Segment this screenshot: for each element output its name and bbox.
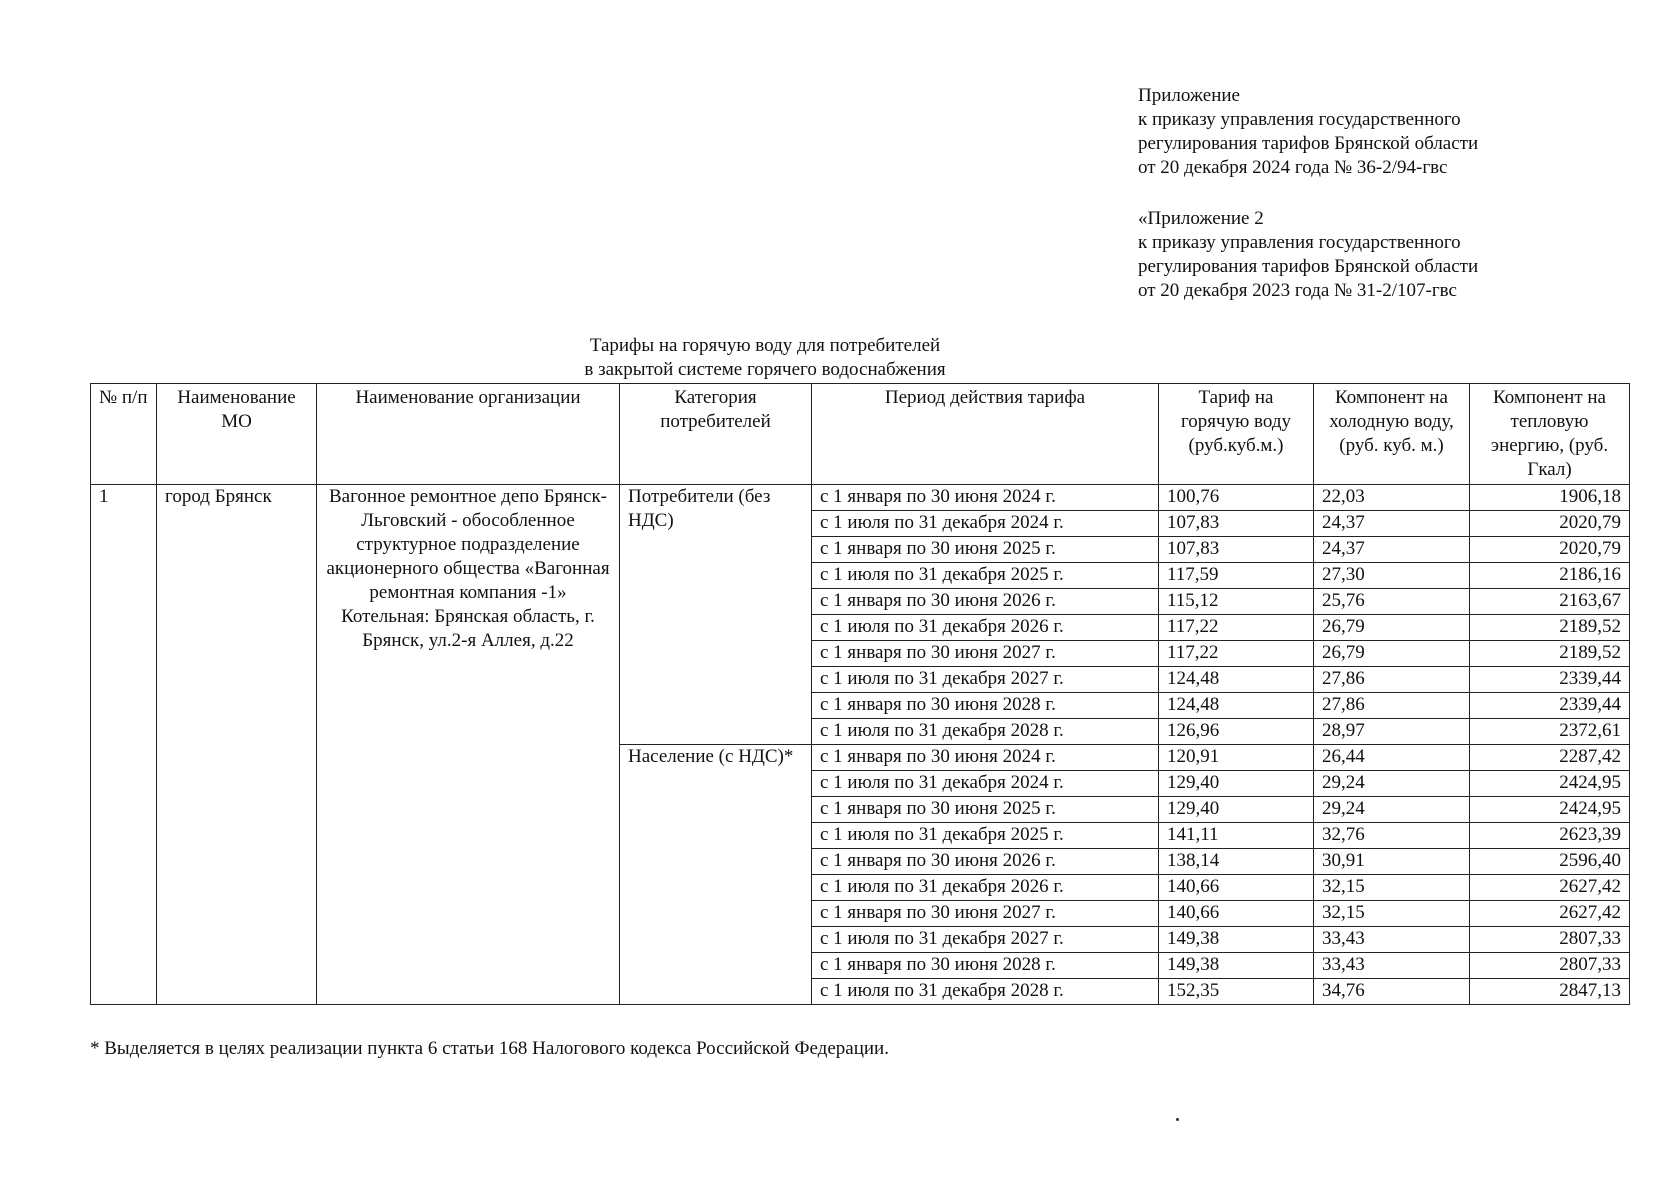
cold-component-cell: 30,91 bbox=[1314, 849, 1470, 875]
tariff-cell: 126,96 bbox=[1159, 719, 1314, 745]
cold-component-cell: 29,24 bbox=[1314, 771, 1470, 797]
cold-component-cell: 32,15 bbox=[1314, 901, 1470, 927]
heat-component-cell: 1906,18 bbox=[1470, 485, 1630, 511]
heat-component-cell: 2627,42 bbox=[1470, 901, 1630, 927]
cold-component-cell: 27,86 bbox=[1314, 667, 1470, 693]
cold-component-cell: 33,43 bbox=[1314, 953, 1470, 979]
header-category: Категория потребителей bbox=[620, 384, 812, 485]
heat-component-cell: 2623,39 bbox=[1470, 823, 1630, 849]
tariff-cell: 141,11 bbox=[1159, 823, 1314, 849]
annex-line: Приложение bbox=[1138, 85, 1240, 106]
heat-component-cell: 2424,95 bbox=[1470, 771, 1630, 797]
tariff-cell: 149,38 bbox=[1159, 953, 1314, 979]
footnote: * Выделяется в целях реализации пункта 6 статьи 168 Налогового кодекса Российской Федерации. bbox=[90, 1038, 889, 1059]
period-cell: с 1 июля по 31 декабря 2027 г. bbox=[812, 667, 1159, 693]
period-cell: с 1 июля по 31 декабря 2028 г. bbox=[812, 979, 1159, 1005]
row-number-cell: 1 bbox=[91, 485, 157, 1005]
cold-component-cell: 24,37 bbox=[1314, 537, 1470, 563]
tariff-cell: 120,91 bbox=[1159, 745, 1314, 771]
cold-component-cell: 27,86 bbox=[1314, 693, 1470, 719]
tariff-cell: 100,76 bbox=[1159, 485, 1314, 511]
category-cell: Население (с НДС)* bbox=[620, 745, 812, 1005]
annex-header-amended-order bbox=[1138, 207, 1478, 303]
heat-component-cell: 2339,44 bbox=[1470, 693, 1630, 719]
heat-component-cell: 2372,61 bbox=[1470, 719, 1630, 745]
period-cell: с 1 января по 30 июня 2025 г. bbox=[812, 537, 1159, 563]
period-cell: с 1 января по 30 июня 2025 г. bbox=[812, 797, 1159, 823]
table-body bbox=[91, 485, 1630, 1005]
cold-component-cell: 29,24 bbox=[1314, 797, 1470, 823]
annex-line: от 20 декабря 2024 года № 36-2/94-гвс bbox=[1138, 157, 1448, 178]
cold-component-cell: 32,15 bbox=[1314, 875, 1470, 901]
period-cell: с 1 января по 30 июня 2028 г. bbox=[812, 953, 1159, 979]
cold-component-cell: 28,97 bbox=[1314, 719, 1470, 745]
heat-component-cell: 2020,79 bbox=[1470, 511, 1630, 537]
municipality-cell: город Брянск bbox=[157, 485, 317, 1005]
period-cell: с 1 января по 30 июня 2027 г. bbox=[812, 901, 1159, 927]
tariff-cell: 117,22 bbox=[1159, 615, 1314, 641]
tariff-cell: 107,83 bbox=[1159, 511, 1314, 537]
period-cell: с 1 июля по 31 декабря 2024 г. bbox=[812, 771, 1159, 797]
document-title bbox=[0, 334, 1530, 382]
annex-line: «Приложение 2 bbox=[1138, 208, 1264, 229]
tariff-cell: 107,83 bbox=[1159, 537, 1314, 563]
heat-component-cell: 2596,40 bbox=[1470, 849, 1630, 875]
header-heat-component: Компонент на тепловую энергию, (руб. Гкал) bbox=[1470, 384, 1630, 485]
tariff-cell: 152,35 bbox=[1159, 979, 1314, 1005]
annex-line: регулирования тарифов Брянской области bbox=[1138, 256, 1479, 277]
period-cell: с 1 июля по 31 декабря 2025 г. bbox=[812, 563, 1159, 589]
tariff-cell: 140,66 bbox=[1159, 875, 1314, 901]
heat-component-cell: 2424,95 bbox=[1470, 797, 1630, 823]
period-cell: с 1 января по 30 июня 2024 г. bbox=[812, 745, 1159, 771]
tariff-cell: 149,38 bbox=[1159, 927, 1314, 953]
period-cell: с 1 января по 30 июня 2028 г. bbox=[812, 693, 1159, 719]
heat-component-cell: 2847,13 bbox=[1470, 979, 1630, 1005]
annex-line: к приказу управления государственного bbox=[1138, 109, 1461, 130]
tariff-table bbox=[90, 383, 1630, 1005]
tariff-cell: 138,14 bbox=[1159, 849, 1314, 875]
header-org: Наименование организации bbox=[317, 384, 620, 485]
heat-component-cell: 2627,42 bbox=[1470, 875, 1630, 901]
tariff-cell: 140,66 bbox=[1159, 901, 1314, 927]
title-line-1: Тарифы на горячую воду для потребителей bbox=[589, 335, 941, 356]
cold-component-cell: 26,79 bbox=[1314, 641, 1470, 667]
annex-line: регулирования тарифов Брянской области bbox=[1138, 133, 1479, 154]
category-cell: Потребители (без НДС) bbox=[620, 485, 812, 745]
header-mo: Наименование МО bbox=[157, 384, 317, 485]
tariff-cell: 129,40 bbox=[1159, 797, 1314, 823]
heat-component-cell: 2287,42 bbox=[1470, 745, 1630, 771]
cold-component-cell: 34,76 bbox=[1314, 979, 1470, 1005]
tariff-cell: 124,48 bbox=[1159, 693, 1314, 719]
period-cell: с 1 июля по 31 декабря 2027 г. bbox=[812, 927, 1159, 953]
tariff-cell: 124,48 bbox=[1159, 667, 1314, 693]
title-line-2: в закрытой системе горячего водоснабжения bbox=[584, 359, 946, 380]
header-cold-component: Компонент на холодную воду, (руб. куб. м.) bbox=[1314, 384, 1470, 485]
header-period: Период действия тарифа bbox=[812, 384, 1159, 485]
period-cell: с 1 января по 30 июня 2024 г. bbox=[812, 485, 1159, 511]
heat-component-cell: 2189,52 bbox=[1470, 615, 1630, 641]
cold-component-cell: 25,76 bbox=[1314, 589, 1470, 615]
cold-component-cell: 33,43 bbox=[1314, 927, 1470, 953]
heat-component-cell: 2163,67 bbox=[1470, 589, 1630, 615]
table-row bbox=[91, 485, 1630, 511]
period-cell: с 1 июля по 31 декабря 2024 г. bbox=[812, 511, 1159, 537]
cold-component-cell: 32,76 bbox=[1314, 823, 1470, 849]
period-cell: с 1 июля по 31 декабря 2026 г. bbox=[812, 615, 1159, 641]
heat-component-cell: 2807,33 bbox=[1470, 927, 1630, 953]
period-cell: с 1 января по 30 июня 2026 г. bbox=[812, 849, 1159, 875]
scan-speck bbox=[1176, 1118, 1179, 1121]
tariff-cell: 115,12 bbox=[1159, 589, 1314, 615]
header-num: № п/п bbox=[91, 384, 157, 485]
heat-component-cell: 2186,16 bbox=[1470, 563, 1630, 589]
tariff-cell: 117,22 bbox=[1159, 641, 1314, 667]
tariff-cell: 117,59 bbox=[1159, 563, 1314, 589]
annex-header-current-order bbox=[1138, 84, 1478, 180]
table-header-row bbox=[91, 384, 1630, 485]
organization-cell: Вагонное ремонтное депо Брянск-Льговский - обособленное структурное подразделение акционерного общества «Вагонная ремонтная компания -1» Котельная: Брянская область, г. Брянск, ул.2-я Аллея, д.22 bbox=[317, 485, 620, 1005]
cold-component-cell: 24,37 bbox=[1314, 511, 1470, 537]
tariff-cell: 129,40 bbox=[1159, 771, 1314, 797]
period-cell: с 1 января по 30 июня 2026 г. bbox=[812, 589, 1159, 615]
heat-component-cell: 2020,79 bbox=[1470, 537, 1630, 563]
cold-component-cell: 22,03 bbox=[1314, 485, 1470, 511]
cold-component-cell: 26,79 bbox=[1314, 615, 1470, 641]
period-cell: с 1 января по 30 июня 2027 г. bbox=[812, 641, 1159, 667]
heat-component-cell: 2807,33 bbox=[1470, 953, 1630, 979]
annex-line: к приказу управления государственного bbox=[1138, 232, 1461, 253]
cold-component-cell: 27,30 bbox=[1314, 563, 1470, 589]
period-cell: с 1 июля по 31 декабря 2026 г. bbox=[812, 875, 1159, 901]
heat-component-cell: 2339,44 bbox=[1470, 667, 1630, 693]
heat-component-cell: 2189,52 bbox=[1470, 641, 1630, 667]
annex-line: от 20 декабря 2023 года № 31-2/107-гвс bbox=[1138, 280, 1457, 301]
cold-component-cell: 26,44 bbox=[1314, 745, 1470, 771]
header-tariff: Тариф на горячую воду (руб.куб.м.) bbox=[1159, 384, 1314, 485]
period-cell: с 1 июля по 31 декабря 2028 г. bbox=[812, 719, 1159, 745]
period-cell: с 1 июля по 31 декабря 2025 г. bbox=[812, 823, 1159, 849]
